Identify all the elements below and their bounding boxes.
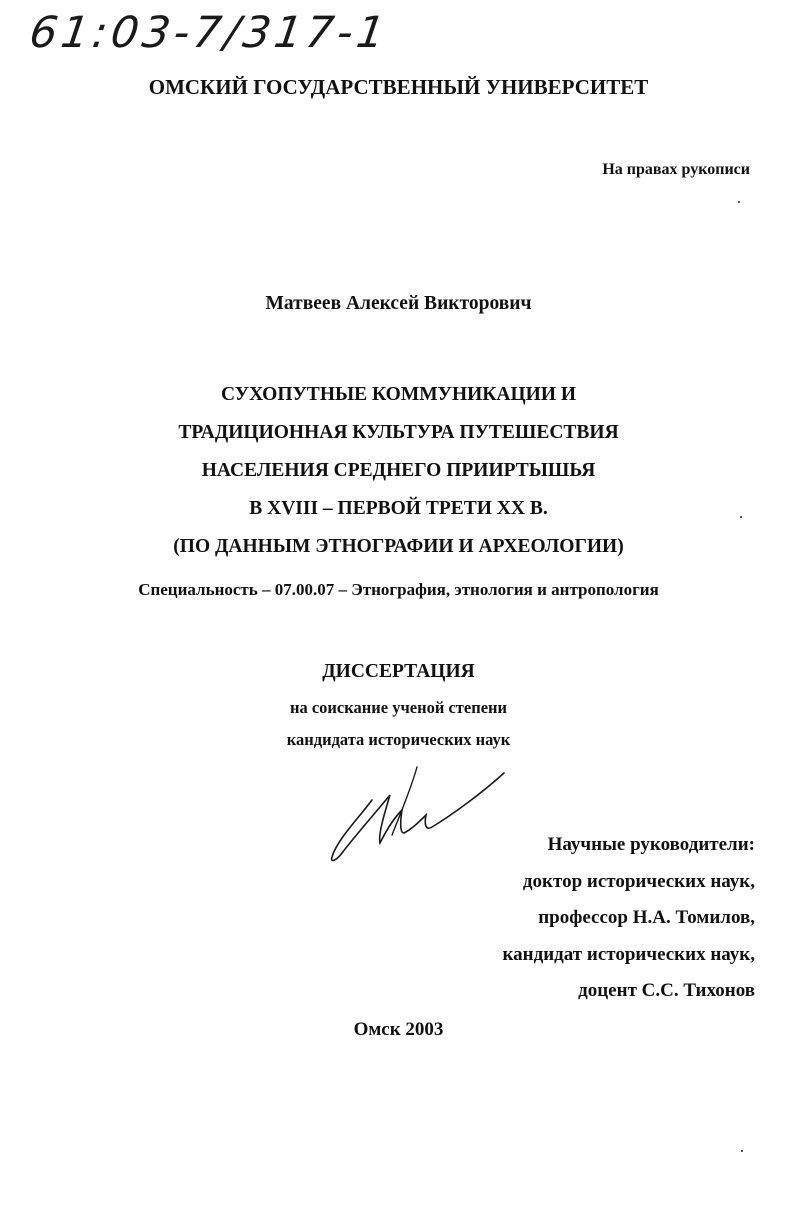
title-line: (ПО ДАННЫМ ЭТНОГРАФИИ И АРХЕОЛОГИИ) — [173, 536, 624, 557]
degree-line: на соискание ученой степени — [289, 698, 508, 717]
supervisors-line: кандидат исторических наук, — [502, 943, 755, 965]
university-name: ОМСКИЙ ГОСУДАРСТВЕННЫЙ УНИВЕРСИТЕТ — [148, 75, 649, 99]
title-line: ТРАДИЦИОННАЯ КУЛЬТУРА ПУТЕШЕСТВИЯ — [178, 422, 619, 443]
supervisors-line: Научные руководители: — [547, 834, 755, 855]
dissertation-title — [0, 376, 797, 566]
title-line: СУХОПУТНЫЕ КОММУНИКАЦИИ И — [220, 384, 577, 405]
city-year: Омск 2003 — [353, 1019, 444, 1040]
supervisors-block — [503, 827, 755, 1010]
specialty: Специальность – 07.00.07 – Этнография, этнология и антропология — [138, 580, 659, 599]
signature-image — [322, 765, 522, 875]
rights-note: На правах рукописи — [602, 161, 750, 178]
archive-code-handwritten: 61:03-7/317-1 — [26, 8, 392, 58]
scan-speck — [738, 201, 740, 203]
scan-speck — [740, 516, 742, 518]
supervisors-line: профессор Н.А. Томилов, — [538, 907, 755, 928]
author-name: Матвеев Алексей Викторович — [265, 293, 532, 314]
degree-line: кандидата исторических наук — [286, 730, 511, 749]
title-line: НАСЕЛЕНИЯ СРЕДНЕГО ПРИИРТЫШЬЯ — [201, 460, 596, 481]
supervisors-line: доктор исторических наук, — [522, 870, 755, 892]
degree-info — [0, 692, 797, 756]
title-line: В XVIII – ПЕРВОЙ ТРЕТИ XX В. — [249, 498, 548, 519]
dissertation-label: ДИССЕРТАЦИЯ — [322, 661, 475, 682]
scan-speck — [741, 1150, 743, 1152]
supervisors-line: доцент С.С. Тихонов — [578, 980, 755, 1001]
